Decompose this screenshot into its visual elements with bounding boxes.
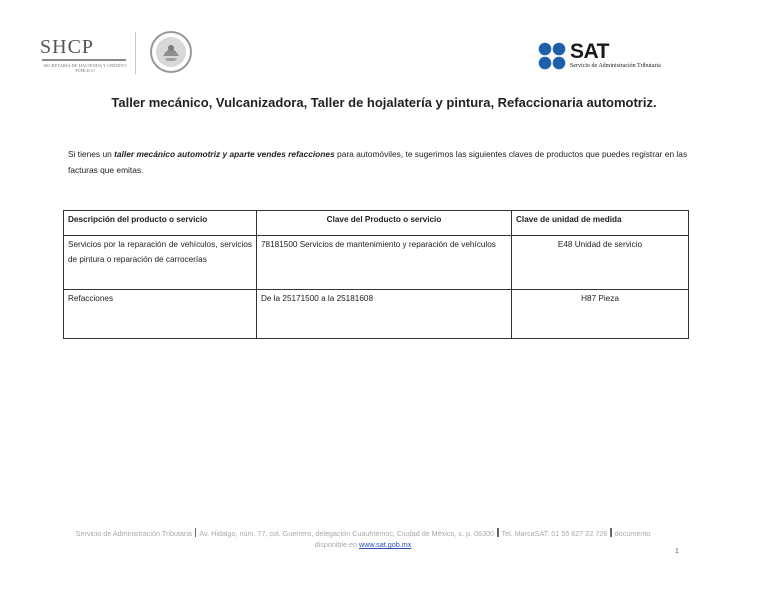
page-title: Taller mecánico, Vulcanizadora, Taller de hojalatería y pintura, Refaccionaria automotriz.: [111, 95, 657, 110]
header-description: Descripción del producto o servicio: [64, 211, 257, 236]
cell-unit-code: E48 Unidad de servicio: [512, 236, 689, 290]
footer-separator: [497, 528, 499, 537]
product-codes-table: [63, 210, 689, 339]
cell-product-code: De la 25171500 a la 25181608: [257, 290, 512, 339]
shcp-logo-text: SHCP: [40, 36, 95, 58]
table-row: [64, 290, 689, 339]
footer-website-link[interactable]: www.sat.gob.mx: [359, 540, 412, 549]
intro-emphasis: taller mecánico automotriz y aparte vendes refacciones: [114, 149, 335, 159]
sat-logo-dots-icon: [538, 42, 566, 70]
logo-divider: [135, 32, 136, 74]
header-product-code: Clave del Producto o servicio: [257, 211, 512, 236]
page-number: 1: [675, 548, 679, 555]
intro-paragraph: [68, 146, 693, 178]
page-footer: [60, 528, 666, 550]
sat-logo-subtitle: Servicio de Administración Tributaria: [570, 63, 661, 69]
cell-description: Servicios por la reparación de vehículos, servicios de pintura o reparación de carrocerías: [64, 236, 257, 290]
footer-org: Servicio de Administración Tributaria: [75, 529, 192, 538]
cell-product-code: 78181500 Servicios de mantenimiento y reparación de vehículos: [257, 236, 512, 290]
shcp-logo: [40, 30, 140, 76]
footer-separator: [610, 528, 612, 537]
shcp-logo-subtitle: SECRETARÍA DE HACIENDA Y CRÉDITO PÚBLICO: [43, 63, 127, 73]
footer-separator: [195, 528, 197, 537]
national-seal-icon: [149, 30, 193, 74]
sat-logo-text: SAT: [570, 40, 609, 63]
footer-available: documento disponible en: [314, 529, 651, 549]
cell-description: Refacciones: [64, 290, 257, 339]
header-unit-code: Clave de unidad de medida: [512, 211, 689, 236]
table-header-row: [64, 211, 689, 236]
intro-suffix: para automóviles, te sugerimos las siguientes claves de productos que puedes registrar en las facturas que emitas.: [68, 149, 688, 175]
footer-phone: Tel. MarcaSAT: 01 55 627 22 728: [501, 529, 608, 538]
table-row: [64, 236, 689, 290]
cell-unit-code: H87 Pieza: [512, 290, 689, 339]
shcp-logo-rule: [42, 59, 126, 61]
footer-address: Av. Hidalgo, núm. 77, col. Guerrero, delegación Cuauhtémoc, Ciudad de México, c. p. 06300: [199, 529, 495, 538]
sat-logo: [538, 40, 698, 74]
intro-prefix: Si tienes un: [68, 149, 115, 159]
